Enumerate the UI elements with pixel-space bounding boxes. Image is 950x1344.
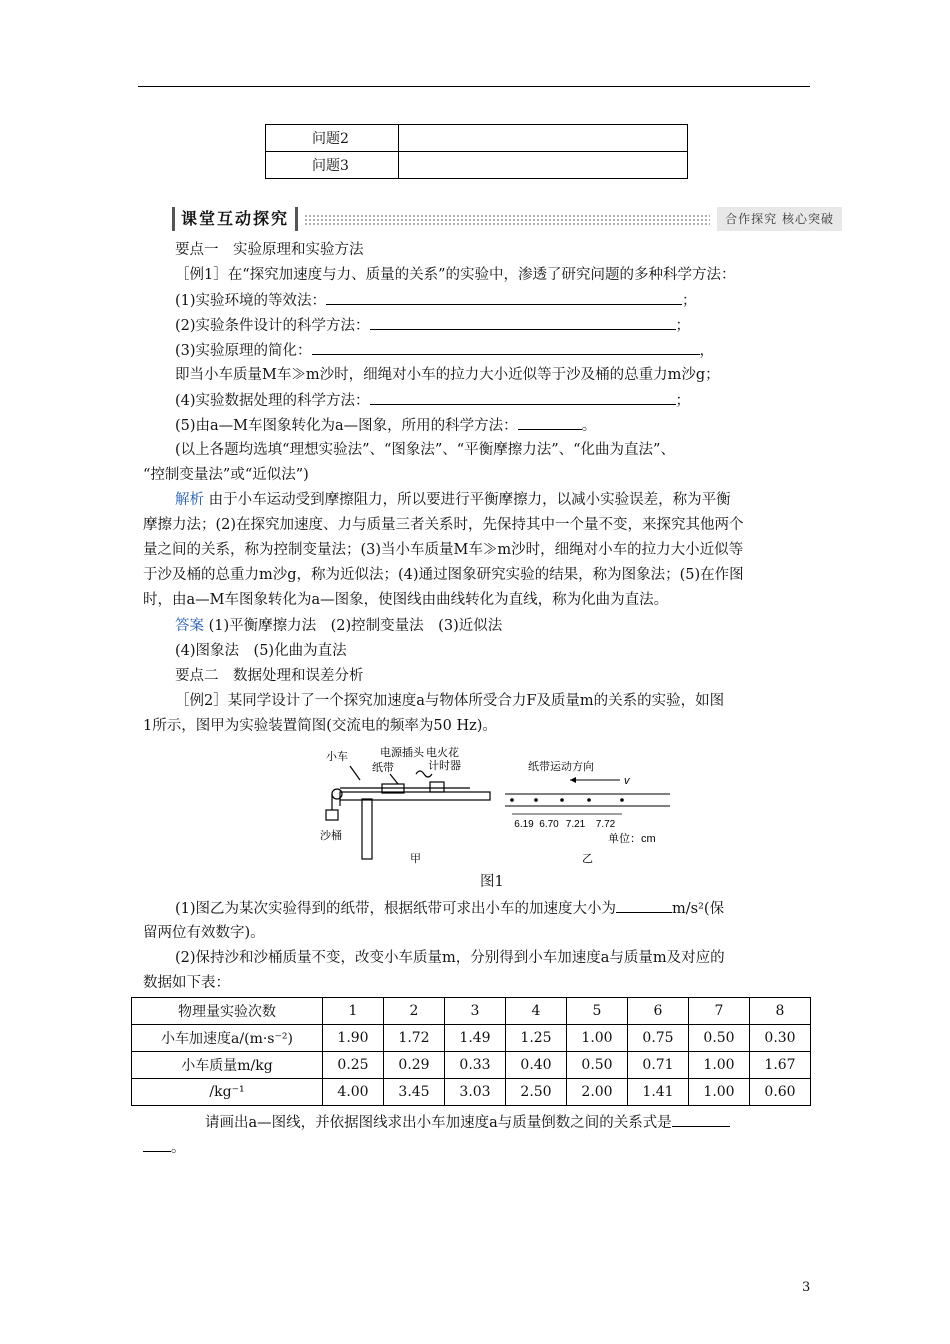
question-5 — [175, 415, 596, 436]
cell: 2.50 — [506, 1079, 567, 1106]
segment-label: 6.19 — [514, 819, 534, 830]
question-4: (4)实验数据处理的科学方法： ； — [175, 390, 690, 411]
question-label: 问题3 — [266, 152, 399, 179]
analysis-text: 由于小车运动受到摩擦阻力，所以要进行平衡摩擦力，以减小实验误差，称为平衡 — [208, 492, 731, 508]
table-row — [132, 1025, 811, 1052]
question-2-text: (2)实验条件设计的科学方法： — [175, 318, 370, 334]
caption-jia: 甲 — [410, 853, 421, 865]
spark-timer — [430, 782, 444, 792]
sub-question-1 — [175, 898, 724, 919]
cell: 1.00 — [567, 1025, 628, 1052]
example-2-stem: ［例2］某同学设计了一个探究加速度a与物体所受合力F及质量m的关系的实验，如图 — [175, 693, 725, 709]
answer-blank[interactable] — [326, 290, 682, 305]
tape-dot — [534, 798, 538, 802]
options-note-1: (以上各题均选填“理想实验法”、“图象法”、“平衡摩擦力法”、“化曲为直法”、 — [175, 442, 675, 458]
table-row — [266, 152, 688, 179]
answer-text: (1)平衡摩擦力法 (2)控制变量法 (3)近似法 — [208, 618, 503, 634]
cell: 1.25 — [506, 1025, 567, 1052]
label-car: 小车 — [326, 751, 348, 763]
analysis-line-5: 时，由a—M车图象转化为a—图象，使图线由曲线转化为直线，称为化曲为直法。 — [143, 592, 669, 608]
cell: 0.33 — [445, 1052, 506, 1079]
tape-marks — [512, 814, 622, 830]
options-note-2: “控制变量法”或“近似法”) — [143, 467, 309, 483]
header-cell: 7 — [689, 998, 750, 1025]
tape-dots — [510, 798, 624, 802]
figure-caption: 图1 — [480, 874, 504, 890]
header-cell: 5 — [567, 998, 628, 1025]
cell: 1.49 — [445, 1025, 506, 1052]
tape-diagram — [505, 759, 670, 865]
question-5-text: (5)由a—M车图象转化为a—图象，所用的科学方法： — [175, 418, 518, 434]
label-plug: 电源插头 — [380, 747, 424, 759]
table-header-row — [132, 998, 811, 1025]
question-table — [265, 124, 688, 179]
final-question-end: 。 — [171, 1140, 186, 1156]
cell: 0.50 — [689, 1025, 750, 1052]
final-question-text: 请画出a—图线，并依据图线求出小车加速度a与质量倒数之间的关系式是 — [205, 1115, 672, 1131]
cell: 1.00 — [689, 1079, 750, 1106]
data-table — [131, 997, 811, 1106]
question-3-note: 即当小车质量M车≫m沙时，细绳对小车的拉力大小近似等于沙及桶的总重力m沙g； — [175, 367, 720, 383]
cell: 0.71 — [628, 1052, 689, 1079]
question-3-text: (3)实验原理的简化： — [175, 343, 312, 359]
section-heading-2: 要点二 数据处理和误差分析 — [175, 668, 364, 684]
caption-yi: 乙 — [582, 853, 593, 865]
answer-blank[interactable] — [518, 415, 582, 430]
sub-question-1-unit: m/s²(保 — [672, 901, 725, 917]
page-number: 3 — [802, 1280, 811, 1295]
sub-question-1-text: (1)图乙为某次实验得到的纸带，根据纸带可求出小车的加速度大小为 — [175, 901, 617, 917]
table-leg — [362, 799, 372, 859]
car-pointer — [350, 766, 360, 780]
cell: 0.75 — [628, 1025, 689, 1052]
answer-tag: 答案 — [175, 618, 204, 634]
sand-bucket — [326, 810, 338, 820]
cell: 0.50 — [567, 1052, 628, 1079]
header-cell: 2 — [384, 998, 445, 1025]
answer-blank[interactable] — [143, 1137, 171, 1152]
cell: 0.30 — [750, 1025, 811, 1052]
cell: 3.45 — [384, 1079, 445, 1106]
question-1-text: (1)实验环境的等效法： — [175, 293, 327, 309]
tape-dot — [620, 798, 624, 802]
analysis-tag: 解析 — [175, 492, 204, 508]
header-cell: 6 — [628, 998, 689, 1025]
analysis-line-3: 量之间的关系，称为控制变量法；(3)当小车质量M车≫m沙时，细绳对小车的拉力大小近似等 — [143, 542, 744, 558]
label-velocity: v — [624, 775, 630, 787]
analysis-line-1 — [175, 490, 731, 510]
sub-question-1-cont: 留两位有效数字)。 — [143, 925, 265, 941]
label-unit: 单位：cm — [608, 833, 656, 845]
apparatus-diagram — [326, 766, 490, 859]
arrowhead — [570, 777, 576, 783]
answer-blank[interactable] — [370, 390, 676, 405]
answer-blank[interactable] — [616, 898, 672, 913]
question-1: (1)实验环境的等效法： ； — [175, 290, 697, 311]
cell: 1.72 — [384, 1025, 445, 1052]
question-5-end: 。 — [581, 418, 597, 434]
answer-blank[interactable] — [672, 1112, 730, 1127]
banner-title: 课堂互动探究 — [172, 207, 298, 231]
tape-dot — [510, 798, 514, 802]
cell: 4.00 — [323, 1079, 384, 1106]
banner-dots — [304, 214, 710, 226]
cell: 1.90 — [323, 1025, 384, 1052]
cell: 2.00 — [567, 1079, 628, 1106]
table-row — [266, 125, 688, 152]
example-1-stem: ［例1］在“探究加速度与力、质量的关系”的实验中，渗透了研究问题的多种科学方法： — [175, 267, 736, 283]
table-row — [132, 1052, 811, 1079]
answer-blank[interactable] — [312, 340, 700, 355]
sub-question-2: (2)保持沙和沙桶质量不变，改变小车质量m，分别得到小车加速度a与质量m及对应的 — [175, 950, 725, 966]
header-rule — [138, 86, 810, 87]
example-2-stem-2: 1所示，图甲为实验装置简图(交流电的频率为50 Hz)。 — [143, 718, 497, 734]
cell: 3.03 — [445, 1079, 506, 1106]
row-label: 小车加速度a/(m·s⁻²) — [132, 1025, 323, 1052]
tape-dot — [560, 798, 564, 802]
section-banner — [172, 207, 842, 231]
header-cell: 3 — [445, 998, 506, 1025]
label-bucket: 沙桶 — [320, 830, 342, 842]
section-heading: 要点一 实验原理和实验方法 — [175, 242, 364, 258]
question-3: (3)实验原理的简化： ， — [175, 340, 714, 361]
question-2: (2)实验条件设计的科学方法： ； — [175, 315, 690, 336]
segment-label: 7.72 — [595, 819, 616, 830]
label-timer-2: 计时器 — [428, 760, 461, 772]
table-row — [132, 1079, 811, 1106]
answer-line-2: (4)图象法 (5)化曲为直法 — [175, 643, 347, 659]
tape-pointer — [390, 774, 398, 784]
final-question-cont — [143, 1137, 186, 1158]
analysis-line-2: 摩擦力法；(2)在探究加速度、力与质量三者关系时，先保持其中一个量不变，来探究其他两个 — [143, 517, 744, 533]
experiment-figure — [320, 744, 670, 869]
answer-line-1 — [175, 616, 502, 636]
header-cell: 8 — [750, 998, 811, 1025]
header-cell: 4 — [506, 998, 567, 1025]
cell: 0.40 — [506, 1052, 567, 1079]
row-label: 小车质量m/kg — [132, 1052, 323, 1079]
cell: 1.00 — [689, 1052, 750, 1079]
header-cell: 1 — [323, 998, 384, 1025]
label-timer-1: 电火花 — [426, 747, 459, 759]
label-tape: 纸带 — [372, 762, 394, 774]
banner-subtitle: 合作探究 核心突破 — [717, 207, 842, 231]
cell: 1.67 — [750, 1052, 811, 1079]
cell: 0.60 — [750, 1079, 811, 1106]
question-value — [399, 152, 688, 179]
sub-question-2-cont: 数据如下表： — [143, 975, 230, 991]
header-cell: 物理量实验次数 — [132, 998, 323, 1025]
final-question — [205, 1112, 730, 1133]
question-4-text: (4)实验数据处理的科学方法： — [175, 393, 370, 409]
question-value — [399, 125, 688, 152]
analysis-line-4: 于沙及桶的总重力m沙g，称为近似法；(4)通过图象研究实验的结果，称为图象法；(5)在作图 — [143, 567, 744, 583]
cell: 0.29 — [384, 1052, 445, 1079]
cell: 0.25 — [323, 1052, 384, 1079]
cell: 1.41 — [628, 1079, 689, 1106]
segment-label: 6.70 — [539, 819, 559, 830]
segment-label: 7.21 — [565, 819, 586, 830]
row-label: /kg⁻¹ — [132, 1079, 323, 1106]
answer-blank[interactable] — [370, 315, 676, 330]
tape-dot — [587, 798, 591, 802]
question-label: 问题2 — [266, 125, 399, 152]
label-direction: 纸带运动方向 — [528, 761, 594, 773]
